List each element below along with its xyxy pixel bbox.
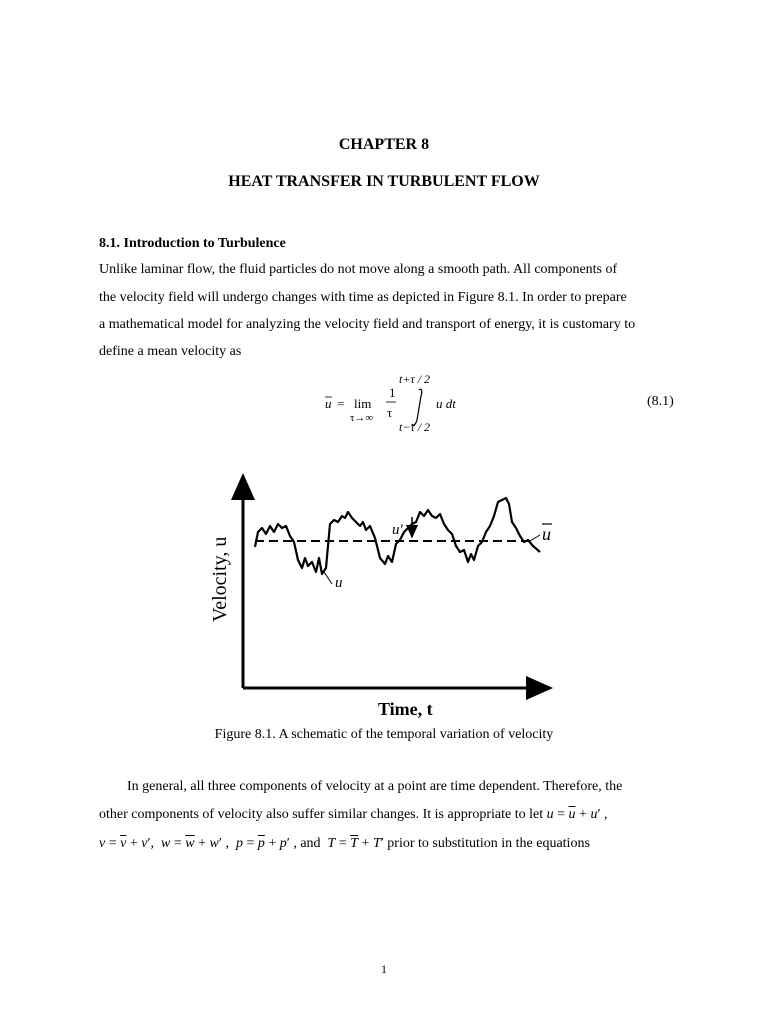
svg-text:=: = <box>337 396 345 411</box>
body-line-text: prior to substitution in the equations <box>387 836 590 851</box>
eq-lower: t−τ / 2 <box>399 420 431 434</box>
inline-math-u: $u = \overline{u} + u'$ , <box>546 807 608 822</box>
body-line: In general, all three components of velocity at a point are time dependent. Therefore, the <box>127 779 623 794</box>
paragraph-line: define a mean velocity as <box>99 344 242 359</box>
eq-upper: t+τ / 2 <box>399 372 431 386</box>
eq-frac-den: τ <box>387 405 393 420</box>
page-number: 1 <box>381 962 387 976</box>
y-axis-label: Velocity, u <box>209 536 231 622</box>
chapter-title: HEAT TRANSFER IN TURBULENT FLOW <box>228 173 540 190</box>
figure-caption: Figure 8.1. A schematic of the temporal variation of velocity <box>214 727 554 742</box>
eq-lhs: u <box>325 396 332 411</box>
equation-8-1 <box>300 366 560 438</box>
mean-label: u <box>542 524 551 544</box>
velocity-figure <box>200 462 570 724</box>
eq-lim: lim <box>354 396 372 411</box>
body-line-text: other components of velocity also suffer similar changes. It is appropriate to let <box>99 807 544 822</box>
paragraph-line: a mathematical model for analyzing the velocity field and transport of energy, it is customary to <box>99 317 636 332</box>
eq-frac-num: 1 <box>389 385 396 400</box>
chapter-label: CHAPTER 8 <box>338 136 430 153</box>
curve-label: u <box>335 575 343 591</box>
paragraph-line: the velocity field will undergo changes with time as depicted in Figure 8.1. In order to prepare <box>99 290 627 305</box>
eq-lim-sub: τ→∞ <box>350 412 374 424</box>
equation-number: (8.1) <box>647 394 674 409</box>
section-heading: 8.1. Introduction to Turbulence <box>99 236 286 251</box>
eq-integrand: u dt <box>436 396 456 411</box>
body-line <box>99 836 590 852</box>
fluct-label: u' <box>392 522 403 538</box>
inline-math-vwpT: $v = \overline{v} + v'$, $w = \overline{w} + w'$ , $p = \overline{p} + p'$ , and $T = \overline{T} + T'$ <box>99 836 384 851</box>
body-line <box>99 807 608 823</box>
paragraph-line: Unlike laminar flow, the fluid particles do not move along a smooth path. All components of <box>99 262 618 277</box>
x-axis-label: Time, t <box>378 699 433 719</box>
